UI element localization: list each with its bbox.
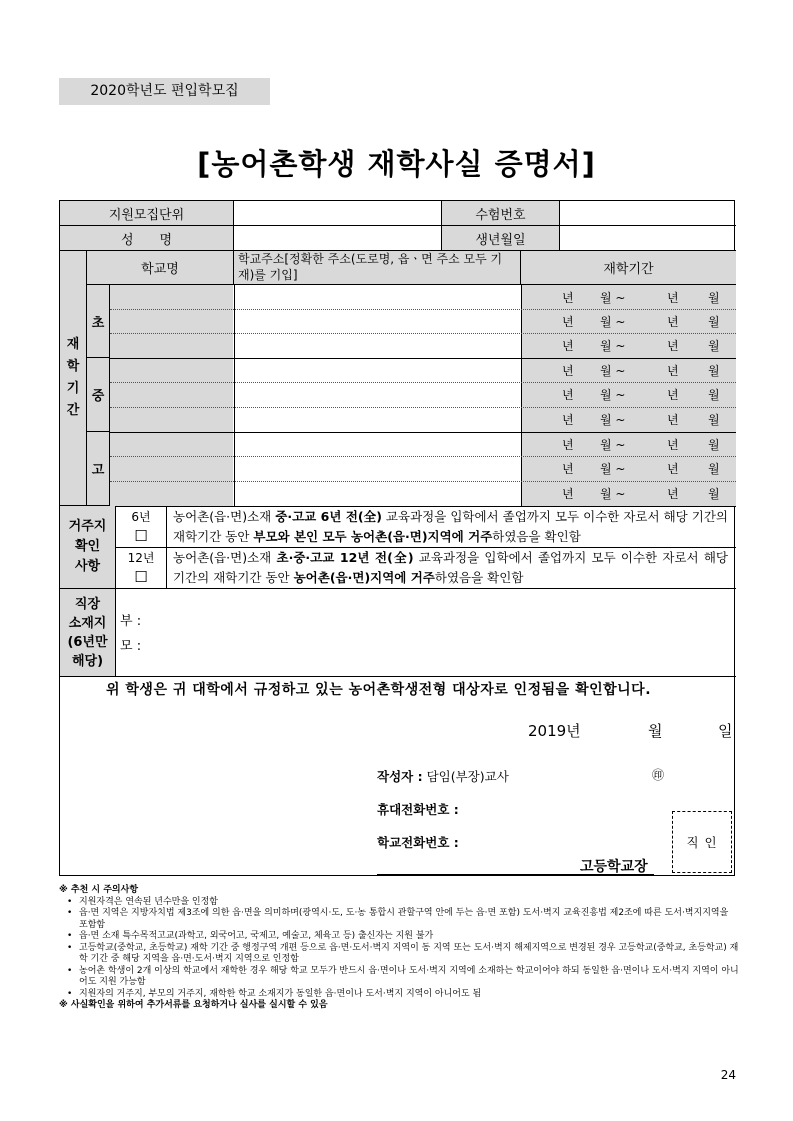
father-workplace[interactable]: 부 : xyxy=(120,614,142,629)
page-number: 24 xyxy=(720,1068,736,1082)
period-header: 재학기간 xyxy=(521,251,736,285)
year-to: 년 xyxy=(667,487,679,501)
option-6yr-label: 6년 xyxy=(131,510,151,524)
notes-heading: ※ 추천 시 주의사항 xyxy=(59,885,139,895)
month-from: 월 ~ xyxy=(600,363,626,378)
period-row[interactable] xyxy=(522,285,736,309)
period-row[interactable] xyxy=(522,309,736,333)
year-to: 년 xyxy=(667,314,679,329)
year-to: 년 xyxy=(667,388,679,402)
level-high: 고 xyxy=(87,432,110,506)
enrollment-section-label: 재 학 기 간 xyxy=(60,251,87,506)
month-to: 월 xyxy=(708,363,720,378)
month-from: 월 ~ xyxy=(600,314,626,329)
option-12yr[interactable] xyxy=(116,548,167,589)
admission-tag: 2020학년도 편입학모집 xyxy=(59,78,270,105)
birth-date-label: 생년월일 xyxy=(442,226,560,251)
note-item: • 지원자격은 연속된 년수만을 인정함 xyxy=(67,897,739,909)
workplace-fields[interactable] xyxy=(116,589,736,677)
month-to: 월 xyxy=(708,388,720,402)
year-from: 년 xyxy=(562,388,574,402)
notes-footer: ※ 사실확인을 위하여 추가서류를 요청하거나 실사를 실시할 수 있음 xyxy=(59,1000,328,1010)
writer-row xyxy=(377,767,509,785)
period-row[interactable] xyxy=(522,456,736,481)
option-6yr-checkbox[interactable]: ☐ xyxy=(134,527,148,545)
notes xyxy=(59,885,739,1012)
note-item: • 지원자의 거주지, 부모의 거주지, 재학한 학교 소재지가 동일한 읍·면이나 도서·벽지 지역이 아니어도 됨 xyxy=(67,989,739,1001)
month-to: 월 xyxy=(708,314,720,329)
residence-section-label: 거주지 확인 사항 xyxy=(60,506,116,589)
exam-number-label: 수험번호 xyxy=(442,201,560,226)
name-label: 성 명 xyxy=(60,226,234,251)
page-title: [농어촌학생 재학사실 증명서] xyxy=(197,147,596,181)
month-from: 월 ~ xyxy=(600,290,626,305)
month-to: 월 xyxy=(708,290,720,305)
note-item: • 읍·면 지역은 지방자치법 제3조에 의한 읍·면을 의미하며(광역시·도, 도·농 통합시 관할구역 안에 두는 읍·면 포함) 도서·벽지 교육진흥법 제2조에 따른 도서·벽지지역을 포함함 xyxy=(67,908,739,931)
option-6yr[interactable] xyxy=(116,506,167,548)
signature-line xyxy=(377,874,654,875)
school-phone-label[interactable]: 학교전화번호 : xyxy=(377,835,459,850)
year-to: 년 xyxy=(667,437,679,452)
year-from: 년 xyxy=(562,339,574,353)
birth-date-field[interactable] xyxy=(560,226,736,251)
unit-label: 지원모집단위 xyxy=(60,201,234,226)
month-from: 월 ~ xyxy=(600,487,626,501)
month-from: 월 ~ xyxy=(600,462,626,476)
workplace-section-label: 직장 소재지 (6년만 해당) xyxy=(60,589,116,677)
year-to: 년 xyxy=(667,363,679,378)
month-from: 월 ~ xyxy=(600,339,626,353)
year-to: 년 xyxy=(667,290,679,305)
level-middle: 중 xyxy=(87,358,110,432)
official-seal-box: 직 인 xyxy=(672,811,732,873)
date-day: 일 xyxy=(718,722,733,740)
mother-workplace[interactable]: 모 : xyxy=(120,639,142,654)
note-item: • 읍·면 소재 특수목적고교(과학고, 외국어고, 국제고, 예술고, 체육고 등) 출신자는 지원 불가 xyxy=(67,931,739,943)
option-12yr-checkbox[interactable]: ☐ xyxy=(134,568,148,586)
note-item: • 농어촌 학생이 2개 이상의 학교에서 재학한 경우 해당 학교 모두가 반드시 읍·면이나 도서·벽지 지역에 소재하는 학교이어야 하되 동일한 읍·면이나 도서·벽지 지역이 아니어도 지원 가능함 xyxy=(67,966,739,989)
period-row[interactable] xyxy=(522,407,736,432)
option-12yr-label: 12년 xyxy=(127,551,155,565)
month-to: 월 xyxy=(708,487,720,501)
month-to: 월 xyxy=(708,413,720,427)
writer-value: 담임(부장)교사 xyxy=(426,769,509,784)
period-row[interactable] xyxy=(522,382,736,407)
month-from: 월 ~ xyxy=(600,413,626,427)
confirmation-statement: 위 학생은 귀 대학에서 규정하고 있는 농어촌학생전형 대상자로 인정됨을 확인합니다. xyxy=(106,682,652,698)
period-row[interactable] xyxy=(522,481,736,506)
school-address-header: 학교주소[정확한 주소(도로명, 읍ㆍ면 주소 모두 기재)를 기입] xyxy=(234,251,521,285)
column-divider xyxy=(234,285,235,506)
period-row[interactable] xyxy=(522,432,736,456)
year-to: 년 xyxy=(667,413,679,427)
date-month: 월 xyxy=(648,722,663,740)
option-12yr-text: 농어촌(읍·면)소재 초·중·고교 12년 전(全) 교육과정을 입학에서 졸업까지 모두 이수한 자로서 해당 기간의 재학기간 동안 농어촌(읍·면)지역에 거주하였음을 확인함 xyxy=(167,548,736,589)
year-from: 년 xyxy=(562,462,574,476)
period-row[interactable] xyxy=(522,358,736,382)
year-from: 년 xyxy=(562,290,574,305)
certificate-form xyxy=(59,200,735,876)
year-from: 년 xyxy=(562,314,574,329)
year-from: 년 xyxy=(562,487,574,501)
month-from: 월 ~ xyxy=(600,388,626,402)
option-6yr-text: 농어촌(읍·면)소재 중·고교 6년 전(全) 교육과정을 입학에서 졸업까지 모두 이수한 자로서 해당 기간의 재학기간 동안 부모와 본인 모두 농어촌(읍·면)지역에 거주하였음을 확인함 xyxy=(167,506,736,548)
mobile-phone-label[interactable]: 휴대전화번호 : xyxy=(377,802,459,817)
exam-number-field[interactable] xyxy=(560,201,736,226)
note-item: • 고등학교(중학교, 초등학교) 재학 기간 중 행정구역 개편 등으로 읍·면·도서·벽지 지역이 동 지역 또는 도서·벽지 해제지역으로 변경된 경우 고등학교(중학교, 초등학교) 재학 기간 중 해당 지역을 읍·면·도서·벽지 지역으로 인정함 xyxy=(67,943,739,966)
name-field[interactable] xyxy=(234,226,442,251)
seal-mark: ㊞ xyxy=(652,768,665,782)
year-to: 년 xyxy=(667,339,679,353)
school-name-header: 학교명 xyxy=(87,251,234,285)
year-to: 년 xyxy=(667,462,679,476)
period-row[interactable] xyxy=(522,333,736,358)
school-name-cells[interactable] xyxy=(110,285,233,506)
unit-field[interactable] xyxy=(234,201,442,226)
year-from: 년 xyxy=(562,437,574,452)
month-from: 월 ~ xyxy=(600,437,626,452)
month-to: 월 xyxy=(708,437,720,452)
year-from: 년 xyxy=(562,363,574,378)
month-to: 월 xyxy=(708,339,720,353)
date-year: 2019년 xyxy=(528,722,581,740)
year-from: 년 xyxy=(562,413,574,427)
writer-label: 작성자 : xyxy=(377,769,423,784)
principal-label: 고등학교장 xyxy=(580,859,648,875)
month-to: 월 xyxy=(708,462,720,476)
level-elementary: 초 xyxy=(87,285,110,358)
